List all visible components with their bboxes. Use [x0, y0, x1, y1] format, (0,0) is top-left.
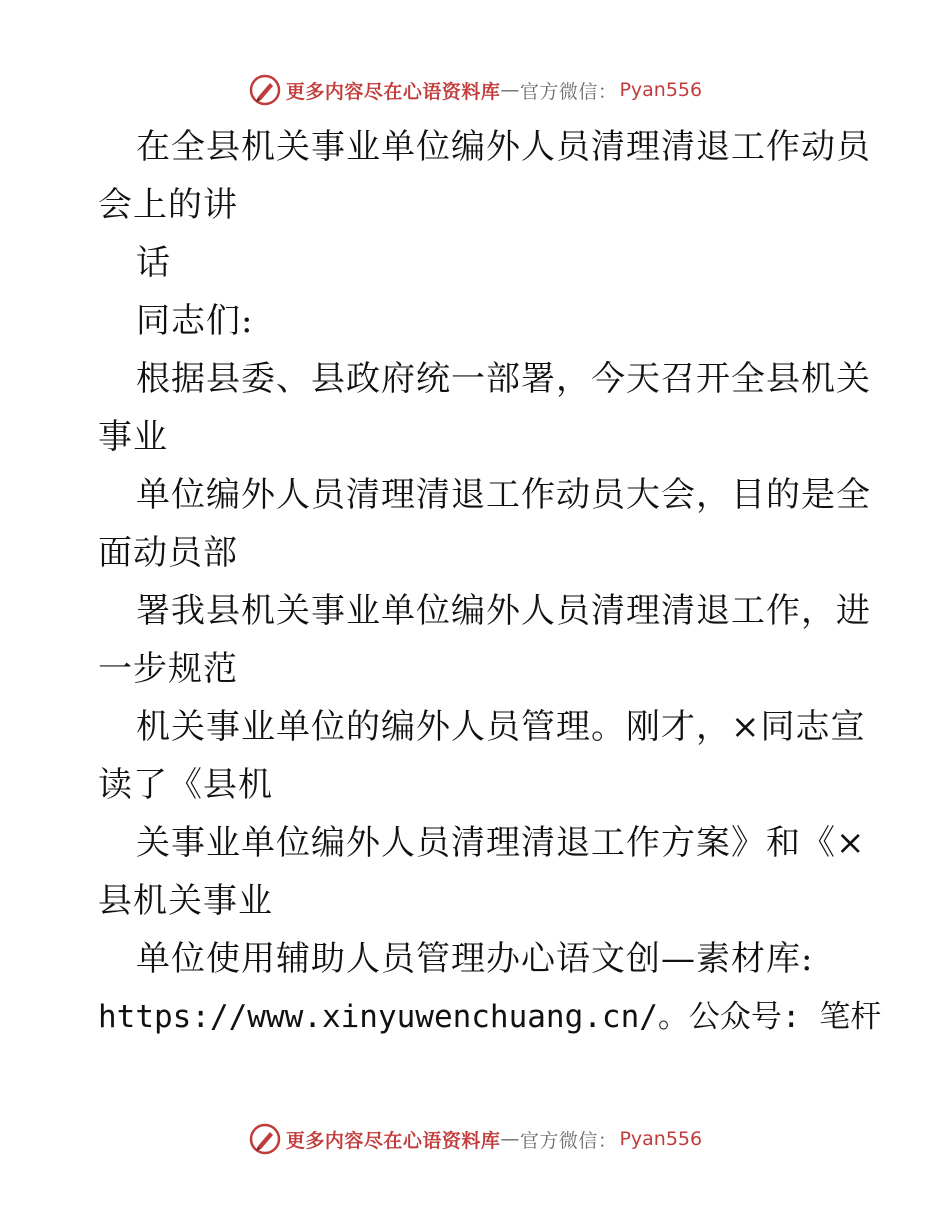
document-line: 署我县机关事业单位编外人员清理清退工作，进	[136, 591, 871, 631]
document-line: 根据县委、县政府统一部署，今天召开全县机关	[136, 359, 871, 399]
banner-separator: —	[500, 1128, 520, 1150]
banner-brand-text: 更多内容尽在心语资料库	[285, 1129, 501, 1152]
document-line: 单位使用辅助人员管理办心语文创—素材库:	[136, 939, 814, 979]
banner-separator: —	[500, 79, 520, 101]
document-line: 在全县机关事业单位编外人员清理清退工作动员	[136, 127, 871, 167]
pen-nib-logo-icon	[248, 73, 282, 107]
document-line: https://www.xinyuwenchuang.cn/。公众号: 笔杆	[98, 999, 882, 1035]
document-body	[98, 118, 882, 1046]
document-line: 会上的讲	[98, 185, 238, 225]
document-line: 读了《县机	[98, 765, 273, 805]
document-line: 一步规范	[98, 649, 238, 689]
banner-wechat-id: Pyan556	[619, 79, 703, 101]
pen-nib-logo-icon	[248, 1122, 282, 1156]
banner-brand-text: 更多内容尽在心语资料库	[285, 80, 501, 103]
footer-banner	[0, 1119, 950, 1159]
document-line: 话	[136, 243, 171, 283]
banner-wechat-label: 官方微信：	[519, 1129, 618, 1152]
document-line: 同志们:	[136, 301, 254, 341]
document-line: 关事业单位编外人员清理清退工作方案》和《×	[136, 823, 866, 863]
document-line: 单位编外人员清理清退工作动员大会，目的是全	[136, 475, 871, 515]
document-line: 县机关事业	[98, 881, 273, 921]
banner-wechat-label: 官方微信：	[519, 80, 618, 103]
banner-wechat-id: Pyan556	[619, 1128, 703, 1150]
document-line: 机关事业单位的编外人员管理。刚才，×同志宣	[136, 707, 866, 747]
document-line: 事业	[98, 417, 168, 457]
document-line: 面动员部	[98, 533, 238, 573]
header-banner	[0, 70, 950, 110]
